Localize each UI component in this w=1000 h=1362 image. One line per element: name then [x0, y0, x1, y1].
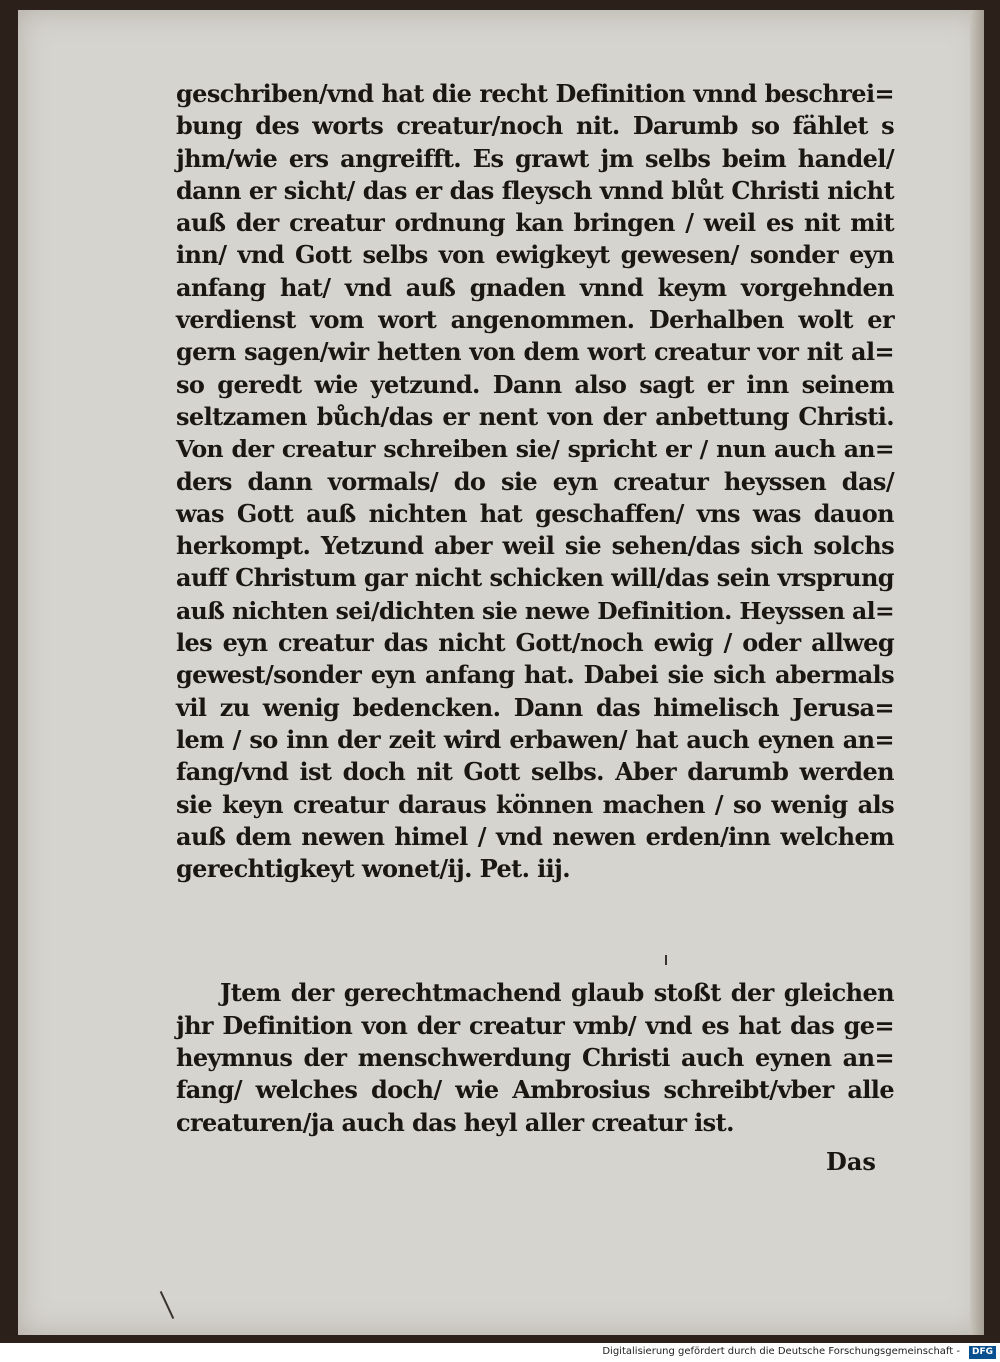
text-line: seltzamen bůch/das er nent von der anbettung Christi.: [176, 401, 894, 431]
dfg-logo: DFG: [969, 1346, 996, 1359]
text-line: verdienst vom wort angenommen. Derhalben wolt er: [176, 305, 894, 335]
footer-credit: Digitalisierung gefördert durch die Deutsche Forschungsgemeinschaft -: [602, 1346, 960, 1357]
text-line: gerechtigkeyt wonet/ij. Pet. iij.: [176, 854, 570, 884]
text-line: les eyn creatur das nicht Gott/noch ewig / oder allweg: [176, 628, 894, 658]
text-line: creaturen/ja auch das heyl aller creatur ist.: [176, 1107, 734, 1137]
paragraph-2: [176, 977, 894, 1138]
text-line: vil zu wenig bedencken. Dann das himelisch Jerusa=: [176, 692, 894, 722]
text-line: lem / so inn der zeit wird erbawen/ hat auch eynen an=: [176, 724, 894, 754]
text-line: Von der creatur schreiben sie/ spricht er / nun auch an=: [176, 435, 894, 464]
text-line: dann er sicht/ das er das fleysch vnnd blůt Christi nicht: [176, 175, 894, 205]
text-line: fang/ welches doch/ wie Ambrosius schreibt/vber alle: [176, 1075, 894, 1105]
page-text: [176, 78, 894, 1139]
text-line: ders dann vormals/ do sie eyn creatur heyssen das/: [176, 466, 894, 496]
text-line: gewest/sonder eyn anfang hat. Dabei sie sich abermals: [176, 660, 894, 690]
text-line: auß nichten sei/dichten sie newe Definition. Heyssen al=: [176, 596, 895, 625]
text-line: was Gott auß nichten hat geschaffen/ vns was dauon: [176, 498, 894, 528]
paragraph-gap: [176, 885, 894, 977]
text-line: fang/vnd ist doch nit Gott selbs. Aber darumb werden: [176, 757, 894, 787]
catchword: Das: [826, 1147, 876, 1176]
text-line: bung des worts creatur/noch nit. Darumb so fählet s: [176, 111, 894, 141]
text-line: jhr Definition von der creatur vmb/ vnd es hat das ge=: [176, 1010, 894, 1040]
paragraph-1: [176, 78, 894, 885]
text-line: auß der creatur ordnung kan bringen / weil es nit mit: [176, 208, 894, 238]
text-line: Jtem der gerechtmachend glaub stoßt der gleichen: [220, 978, 894, 1008]
text-line: gern sagen/wir hetten von dem wort creatur vor nit al=: [176, 337, 894, 367]
page-edge: [970, 10, 984, 1335]
footer-bar: [0, 1343, 1000, 1362]
text-line: auff Christum gar nicht schicken will/das sein vrsprung: [176, 563, 894, 593]
text-line: geschriben/vnd hat die recht Definition vnnd beschrei=: [176, 79, 894, 108]
text-line: heymnus der menschwerdung Christi auch eynen an=: [176, 1043, 894, 1073]
text-line: auß dem newen himel / vnd newen erden/inn welchem: [176, 821, 894, 851]
ink-scratch: [160, 1291, 174, 1319]
text-line: so geredt wie yetzund. Dann also sagt er inn seinem: [176, 369, 894, 399]
text-line: sie keyn creatur daraus können machen / so wenig als: [176, 789, 894, 819]
text-line: herkompt. Yetzund aber weil sie sehen/das sich solchs: [176, 531, 894, 561]
text-line: jhm/wie ers angreifft. Es grawt jm selbs beim handel/: [176, 143, 894, 173]
text-line: anfang hat/ vnd auß gnaden vnnd keym vorgehnden: [176, 272, 894, 302]
text-line: inn/ vnd Gott selbs von ewigkeyt gewesen/ sonder eyn: [176, 240, 894, 270]
